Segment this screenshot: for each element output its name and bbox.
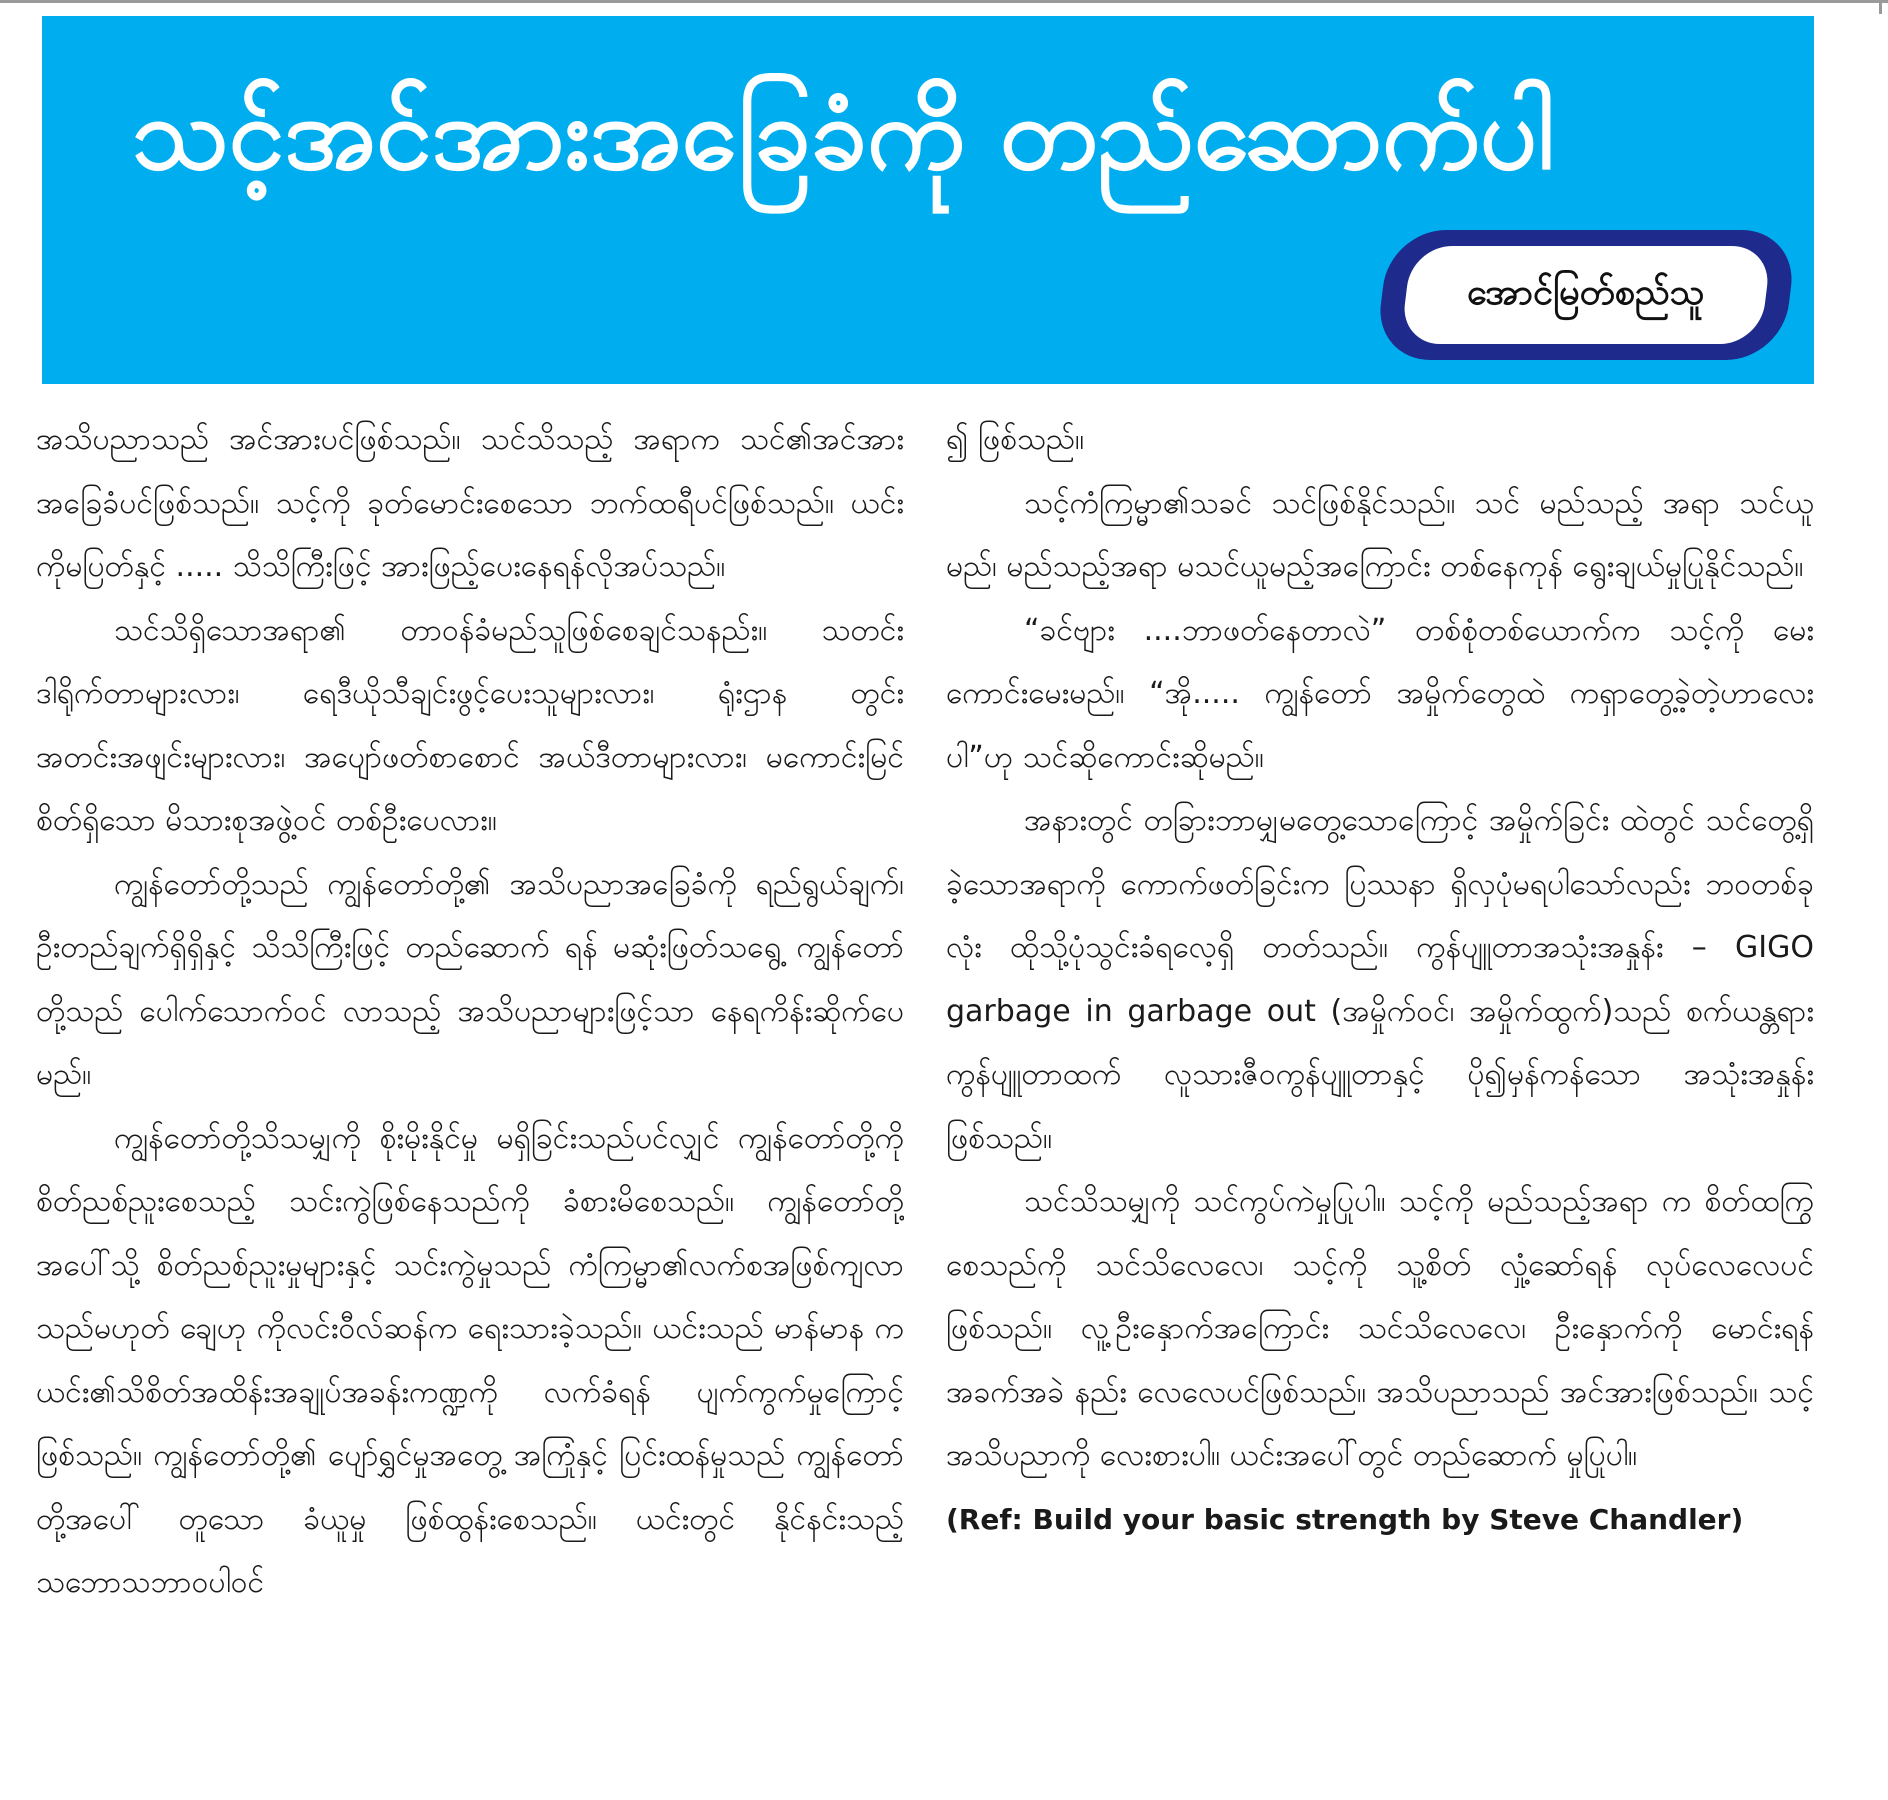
article-column-left (36, 408, 904, 1800)
paragraph-8: သင်သိသမျှကို သင်ကွပ်ကဲမှုပြုပါ။ သင့်ကို မည်သည့်အရာ က စိတ်ထကြွစေသည်ကို သင်သိလေလေ၊ သင့်ကို သူ့စိတ် လှုံ့ဆော်ရန် လုပ်လေလေပင်ဖြစ်သည်။ လူ့ဦးနှောက်အကြောင်း သင်သိလေလေ၊ ဦးနှောက်ကို မောင်းရန်အခက်အခဲ နည်း လေလေပင်ဖြစ်သည်။ အသိပညာသည် အင်အားဖြစ်သည်။ သင့်အသိပညာကို လေးစားပါ။ ယင်းအပေါ်တွင် တည်ဆောက် မှုပြုပါ။ (946, 1184, 1814, 1473)
headline-banner (42, 16, 1814, 384)
author-name: အောင်မြတ်စည်သူ (1467, 272, 1705, 313)
paragraph-1: အသိပညာသည် အင်အားပင်ဖြစ်သည်။ သင်သိသည့် အရာက သင်၏အင်အားအခြေခံပင်ဖြစ်သည်။ သင့်ကို ခုတ်မောင်းစေသော ဘက်ထရီပင်ဖြစ်သည်။ ယင်းကိုမပြတ်နှင့် ..... သိသိကြီးဖြင့် အားဖြည့်ပေးနေရန်လိုအပ်သည်။ (36, 422, 904, 584)
headline-title: သင့်အင်အားအခြေခံကို တည်ဆောက်ပါ (132, 75, 1555, 192)
author-badge (1374, 230, 1798, 360)
author-badge-inner (1400, 246, 1772, 344)
paragraph-6: “ခင်ဗျား ....ဘာဖတ်နေတာလဲ” တစ်စုံတစ်ယောက်က သင့်ကို မေးကောင်းမေးမည်။ “အို..... ကျွန်တော် အမှိုက်တွေထဲ ကရှာတွေ့ခဲ့တဲ့ဟာလေးပါ”ဟု သင်ဆိုကောင်းဆိုမည်။ (946, 612, 1814, 775)
paragraph-2: သင်သိရှိသောအရာ၏ တာဝန်ခံမည်သူဖြစ်စေချင်သနည်း။ သတင်းဒါရိုက်တာများလား၊ ရေဒီယိုသီချင်းဖွင့်ပေးသူများလား၊ ရုံးဌာန တွင်း အတင်းအဖျင်းများလား၊ အပျော်ဖတ်စာစောင် အယ်ဒီတာများလား၊ မကောင်းမြင်စိတ်ရှိသော မိသားစုအဖွဲ့ဝင် တစ်ဦးပေလား။ (36, 612, 904, 838)
reference-line: (Ref: Build your basic strength by Steve Chandler) (946, 1502, 1744, 1536)
paragraph-5: သင့်ကံကြမ္မာ၏သခင် သင်ဖြစ်နိုင်သည်။ သင် မည်သည့် အရာ သင်ယူမည်၊ မည်သည့်အရာ မသင်ယူမည့်အကြောင်း တစ်နေကုန် ရွေးချယ်မှုပြုနိုင်သည်။ (946, 485, 1814, 584)
paragraph-4-continued: ၍ ဖြစ်သည်။ (946, 422, 1085, 457)
paragraph-7: အနားတွင် တခြားဘာမျှမတွေ့သောကြောင့် အမှိုက်ခြင်း ထဲတွင် သင်တွေ့ရှိခဲ့သောအရာကို ကောက်ဖတ်ခြင်းက ပြဿနာ ရှိလှပုံမရပါသော်လည်း ဘဝတစ်ခုလုံး ထိုသို့ပုံသွင်းခံရလေ့ရှိ တတ်သည်။ ကွန်ပျူတာအသုံးအနှုန်း – GIGO garbage in garbage out (အမှိုက်ဝင်၊ အမှိုက်ထွက်)သည် စက်ယန္တရား ကွန်ပျူတာထက် လူသားဇီဝကွန်ပျူတာနှင့် ပို၍မှန်ကန်သော အသုံးအနှုန်းဖြစ်သည်။ (946, 803, 1814, 1156)
article-column-right (946, 408, 1814, 1800)
top-rule-tick (1879, 0, 1882, 14)
top-rule (0, 0, 1888, 3)
paragraph-3: ကျွန်တော်တို့သည် ကျွန်တော်တို့၏ အသိပညာအခြေခံကို ရည်ရွယ်ချက်၊ ဦးတည်ချက်ရှိရှိနှင့် သိသိကြီးဖြင့် တည်ဆောက် ရန် မဆုံးဖြတ်သရွေ့ ကျွန်တော်တို့သည် ပေါက်သောက်ဝင် လာသည့် အသိပညာများဖြင့်သာ နေရကိန်းဆိုက်ပေမည်။ (36, 866, 904, 1092)
paragraph-4: ကျွန်တော်တို့သိသမျှကို စိုးမိုးနိုင်မှု မရှိခြင်းသည်ပင်လျှင် ကျွန်တော်တို့ကို စိတ်ညစ်ညူးစေသည့် သင်းကွဲဖြစ်နေသည်ကို ခံစားမိစေသည်။ ကျွန်တော်တို့အပေါ်သို့ စိတ်ညစ်ညူးမှုများနှင့် သင်းကွဲမှုသည် ကံကြမ္မာ၏လက်စအဖြစ်ကျလာသည်မဟုတ် ချေဟု ကိုလင်းဝီလ်ဆန်က ရေးသားခဲ့သည်။ ယင်းသည် မာန်မာန က ယင်း၏သိစိတ်အထိန်းအချုပ်အခန်းကဏ္ဍကို လက်ခံရန် ပျက်ကွက်မှုကြောင့်ဖြစ်သည်။ ကျွန်တော်တို့၏ ပျော်ရွှင်မှုအတွေ့ အကြုံနှင့် ပြင်းထန်မှုသည် ကျွန်တော်တို့အပေါ် တူသော ခံယူမှု ဖြစ်ထွန်းစေသည်။ ယင်းတွင် နိုင်နင်းသည့်သဘောသဘာဝပါဝင် (36, 1120, 904, 1600)
